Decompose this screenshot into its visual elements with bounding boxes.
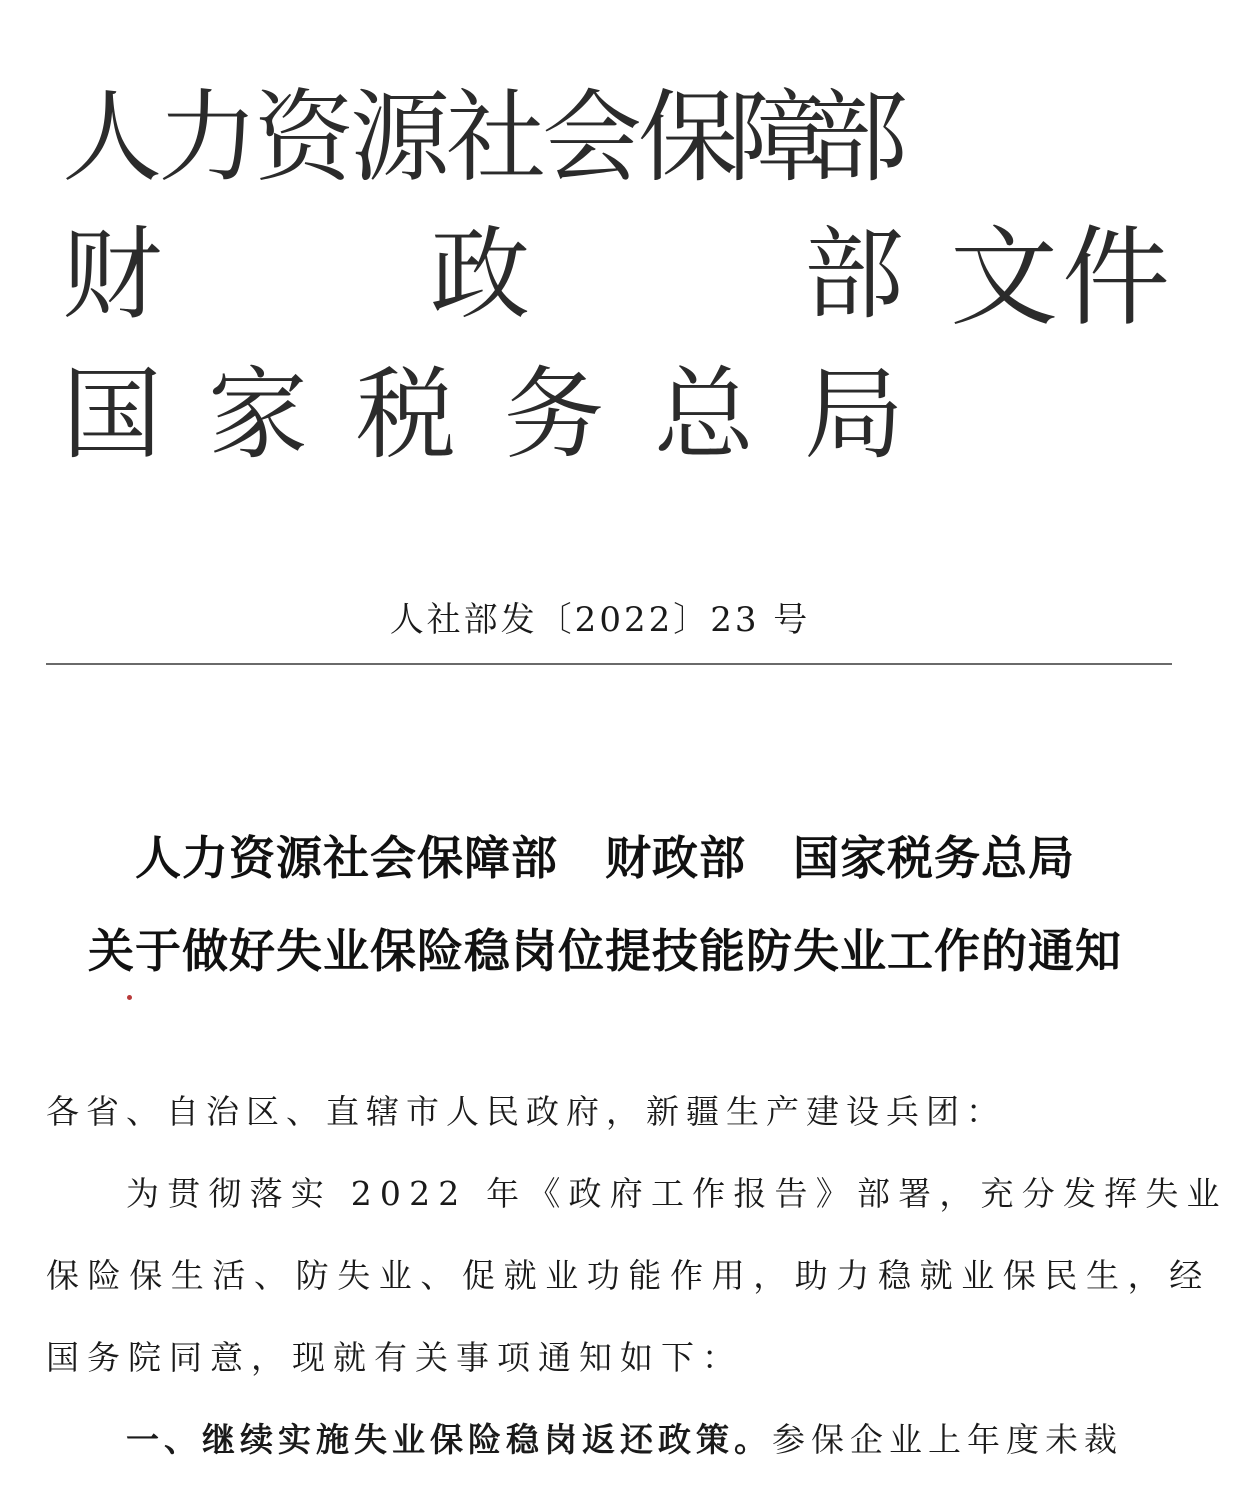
section-text: 参保企业上年度未裁	[772, 1420, 1123, 1459]
masthead-char: 家	[208, 356, 308, 473]
masthead-char: 部	[808, 79, 908, 196]
masthead-char: 社	[446, 79, 546, 196]
masthead-char: 政	[430, 216, 530, 333]
masthead-char: 部	[804, 216, 904, 333]
masthead-char: 总	[654, 356, 754, 473]
masthead-char: 会	[542, 79, 642, 196]
red-mark	[127, 995, 132, 1000]
masthead-char: 资	[254, 79, 354, 196]
paragraph-line	[126, 1414, 1123, 1461]
masthead-char: 人	[62, 79, 162, 196]
paragraph-line: 保险保生活、防失业、促就业功能作用，助力稳就业保民生，经	[46, 1256, 1211, 1295]
document-number: 人社部发〔2022〕23 号	[389, 600, 811, 640]
masthead-char: 税	[356, 356, 456, 473]
masthead-issuer-mof	[62, 216, 904, 335]
masthead-char: 障	[728, 79, 828, 196]
masthead-suffix: 文件	[950, 216, 1175, 341]
section-heading: 一、继续实施失业保险稳岗返还政策。	[126, 1420, 772, 1459]
masthead-issuer-hrss	[62, 79, 908, 198]
masthead-char: 务	[504, 356, 604, 473]
salutation: 各省、自治区、直辖市人民政府，新疆生产建设兵团：	[46, 1092, 1006, 1131]
title-line-subject: 关于做好失业保险稳岗位提技能防失业工作的通知	[88, 924, 1122, 978]
masthead-char: 国	[62, 356, 162, 473]
separator-rule	[46, 663, 1172, 665]
title-line-issuers: 人力资源社会保障部 财政部 国家税务总局	[134, 831, 1076, 885]
masthead-char: 源	[350, 79, 450, 196]
paragraph-line: 国务院同意，现就有关事项通知如下：	[46, 1338, 743, 1377]
paragraph-line: 为贯彻落实 2022 年《政府工作报告》部署，充分发挥失业	[126, 1174, 1228, 1213]
masthead-char: 保	[638, 79, 738, 196]
masthead-char: 财	[62, 216, 162, 333]
masthead-char: 力	[158, 79, 258, 196]
masthead-issuer-sat	[62, 356, 904, 475]
masthead-char: 局	[804, 356, 904, 473]
